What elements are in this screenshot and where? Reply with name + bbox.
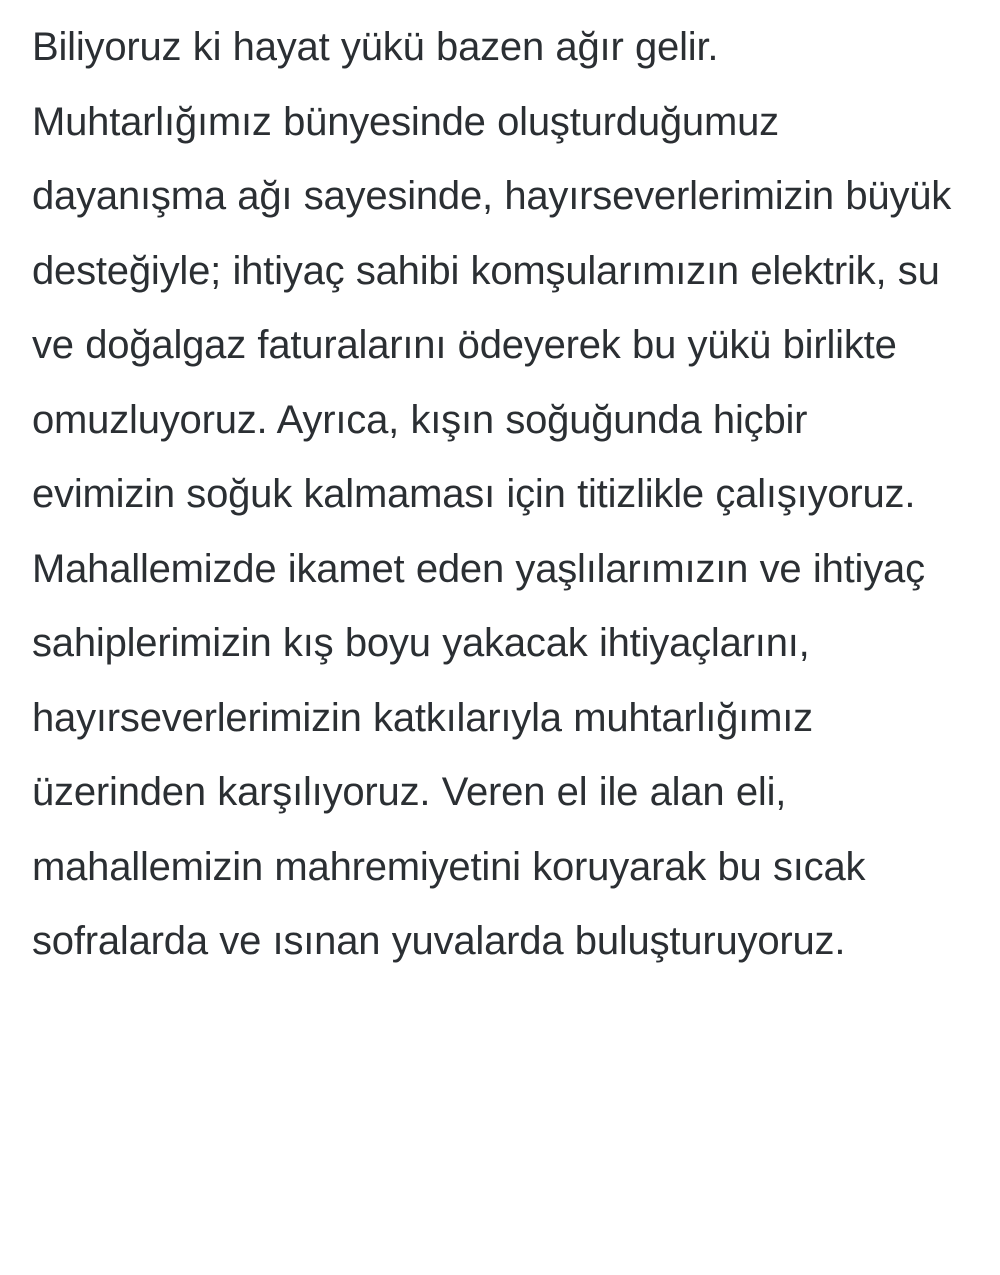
body-paragraph: Biliyoruz ki hayat yükü bazen ağır gelir. Muhtarlığımız bünyesinde oluşturduğumuz dayanışma ağı sayesinde, hayırseverlerimizin büyük desteğiyle; ihtiyaç sahibi komşularımızın elektrik, su ve doğalgaz faturalarını ödeyerek bu yükü birlikte omuzluyoruz. Ayrıca, kışın soğuğunda hiçbir evimizin soğuk kalmaması için titizlikle çalışıyoruz. Mahallemizde ikamet eden yaşlılarımızın ve ihtiyaç sahiplerimizin kış boyu yakacak ihtiyaçlarını, hayırseverlerimizin katkılarıyla muhtarlığımız üzerinden karşılıyoruz. Veren el ile alan eli, mahallemizin mahremiyetini koruyarak bu sıcak sofralarda ve ısınan yuvalarda buluşturuyoruz. (32, 25, 963, 963)
